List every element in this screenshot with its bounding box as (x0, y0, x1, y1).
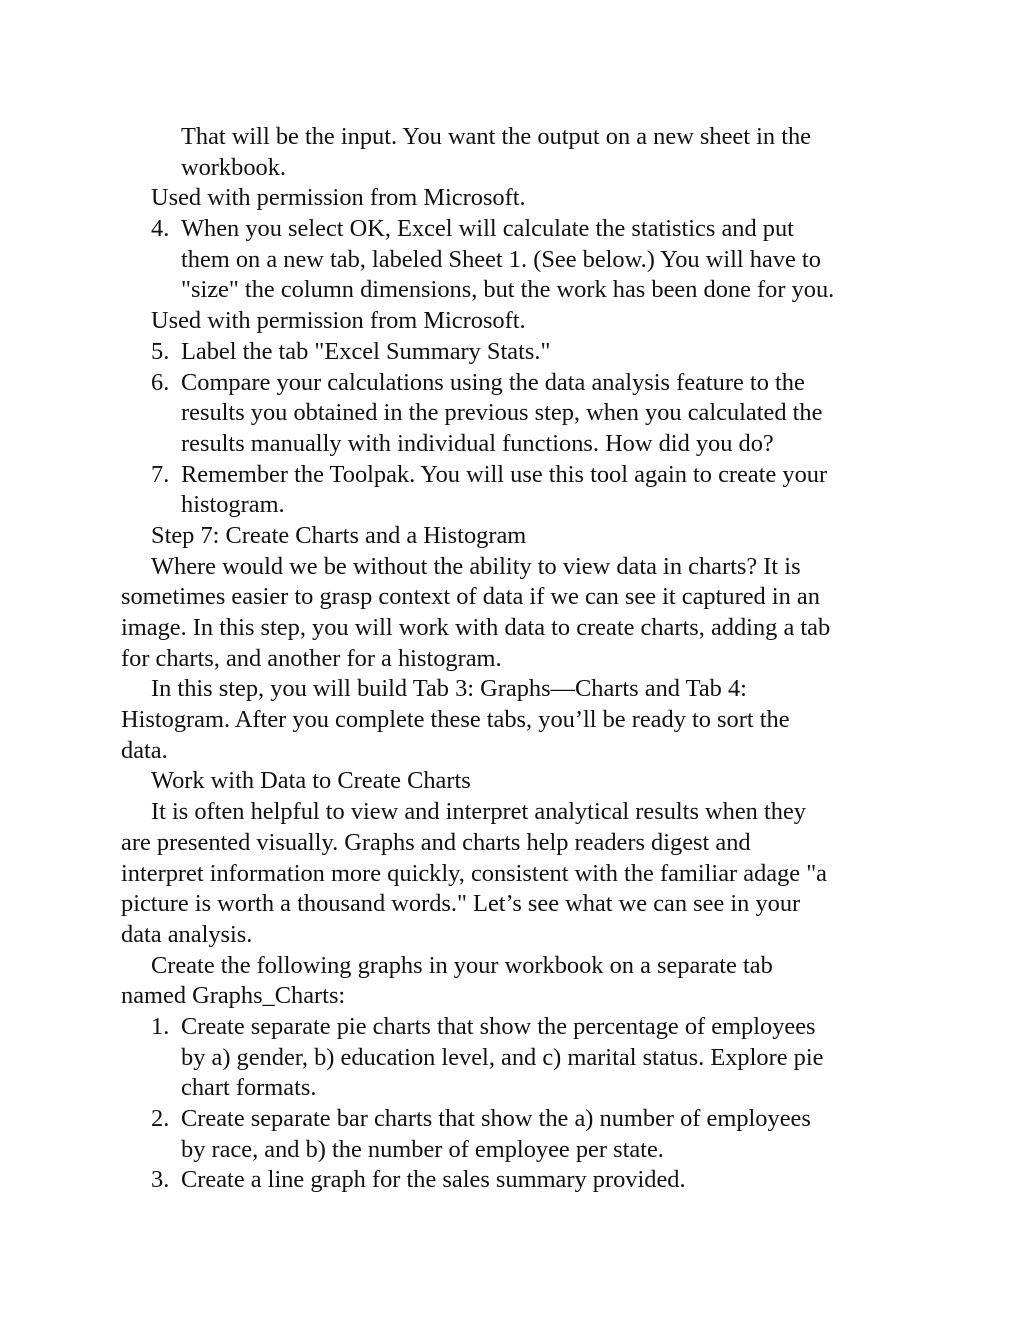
text-line: results you obtained in the previous step, when you calculated the (181, 399, 823, 427)
list-number: 1. (151, 1012, 170, 1040)
list-item-4 (121, 214, 911, 306)
list-item-5 (121, 337, 911, 368)
list-item-3 (121, 1165, 911, 1196)
list-number: 5. (151, 337, 170, 365)
text-line: interpret information more quickly, consistent with the familiar adage "a (121, 859, 827, 887)
text-line: data analysis. (121, 920, 253, 948)
list-number: 2. (151, 1105, 170, 1132)
text-line: In this step, you will build Tab 3: Graphs—Charts and Tab 4: (151, 675, 747, 703)
text-line: It is often helpful to view and interpret analytical results when they (151, 798, 806, 826)
text-line: data. (121, 736, 168, 764)
image-credit: Used with permission from Microsoft. (151, 184, 526, 212)
text-line: picture is worth a thousand words." Let’s see what we can see in your (121, 890, 801, 918)
list-item-6 (121, 368, 911, 460)
text-line: sometimes easier to grasp context of data if we can see it captured in an (121, 583, 820, 611)
list-number: 4. (151, 215, 170, 243)
text-line: results manually with individual functions. How did you do? (181, 429, 774, 457)
text-line: "size" the column dimensions, but the work has been done for you. (181, 276, 835, 304)
text-line: histogram. (181, 491, 285, 519)
list-item-1 (121, 1012, 911, 1104)
list-item-7 (121, 460, 911, 521)
list-number: 3. (151, 1166, 170, 1194)
text-line: by a) gender, b) education level, and c) marital status. Explore pie (181, 1043, 824, 1071)
text-line: When you select OK, Excel will calculate the statistics and put (181, 215, 794, 243)
text-line: Create separate pie charts that show the percentage of employees (181, 1012, 816, 1040)
text-line: Histogram. After you complete these tabs, you’ll be ready to sort the (121, 706, 790, 734)
text-line: Where would we be without the ability to view data in charts? It is (151, 552, 801, 580)
paragraph (121, 797, 911, 950)
text-line: Remember the Toolpak. You will use this tool again to create your (181, 460, 828, 488)
list-number: 7. (151, 460, 170, 488)
text-line: named Graphs_Charts: (121, 982, 346, 1010)
text-line: them on a new tab, labeled Sheet 1. (See below.) You will have to (181, 245, 821, 273)
text-line: Create a line graph for the sales summary provided. (181, 1166, 686, 1194)
paragraph (121, 552, 911, 675)
section-heading: Step 7: Create Charts and a Histogram (151, 521, 527, 549)
document-body (121, 122, 911, 1196)
subsection-heading: Work with Data to Create Charts (151, 767, 471, 795)
image-credit: Used with permission from Microsoft. (151, 307, 526, 335)
text-line: chart formats. (181, 1074, 317, 1102)
text-line: are presented visually. Graphs and charts help readers digest and (121, 828, 751, 856)
paragraph (121, 674, 911, 766)
text-line: Create separate bar charts that show the a) number of employees (181, 1105, 811, 1132)
text-line: That will be the input. You want the output on a new sheet in the (181, 123, 811, 150)
text-line: by race, and b) the number of employee per state. (181, 1135, 664, 1163)
text-line: workbook. (181, 153, 287, 181)
list-item-2 (121, 1104, 911, 1165)
text-line: image. In this step, you will work with data to create charts, adding a tab (121, 614, 831, 641)
text-line: for charts, and another for a histogram. (121, 644, 502, 672)
text-line: Label the tab "Excel Summary Stats." (181, 337, 551, 365)
text-line: Compare your calculations using the data analysis feature to the (181, 368, 805, 396)
text-line: Create the following graphs in your workbook on a separate tab (151, 951, 773, 979)
list-number: 6. (151, 368, 170, 396)
paragraph (121, 951, 911, 1012)
